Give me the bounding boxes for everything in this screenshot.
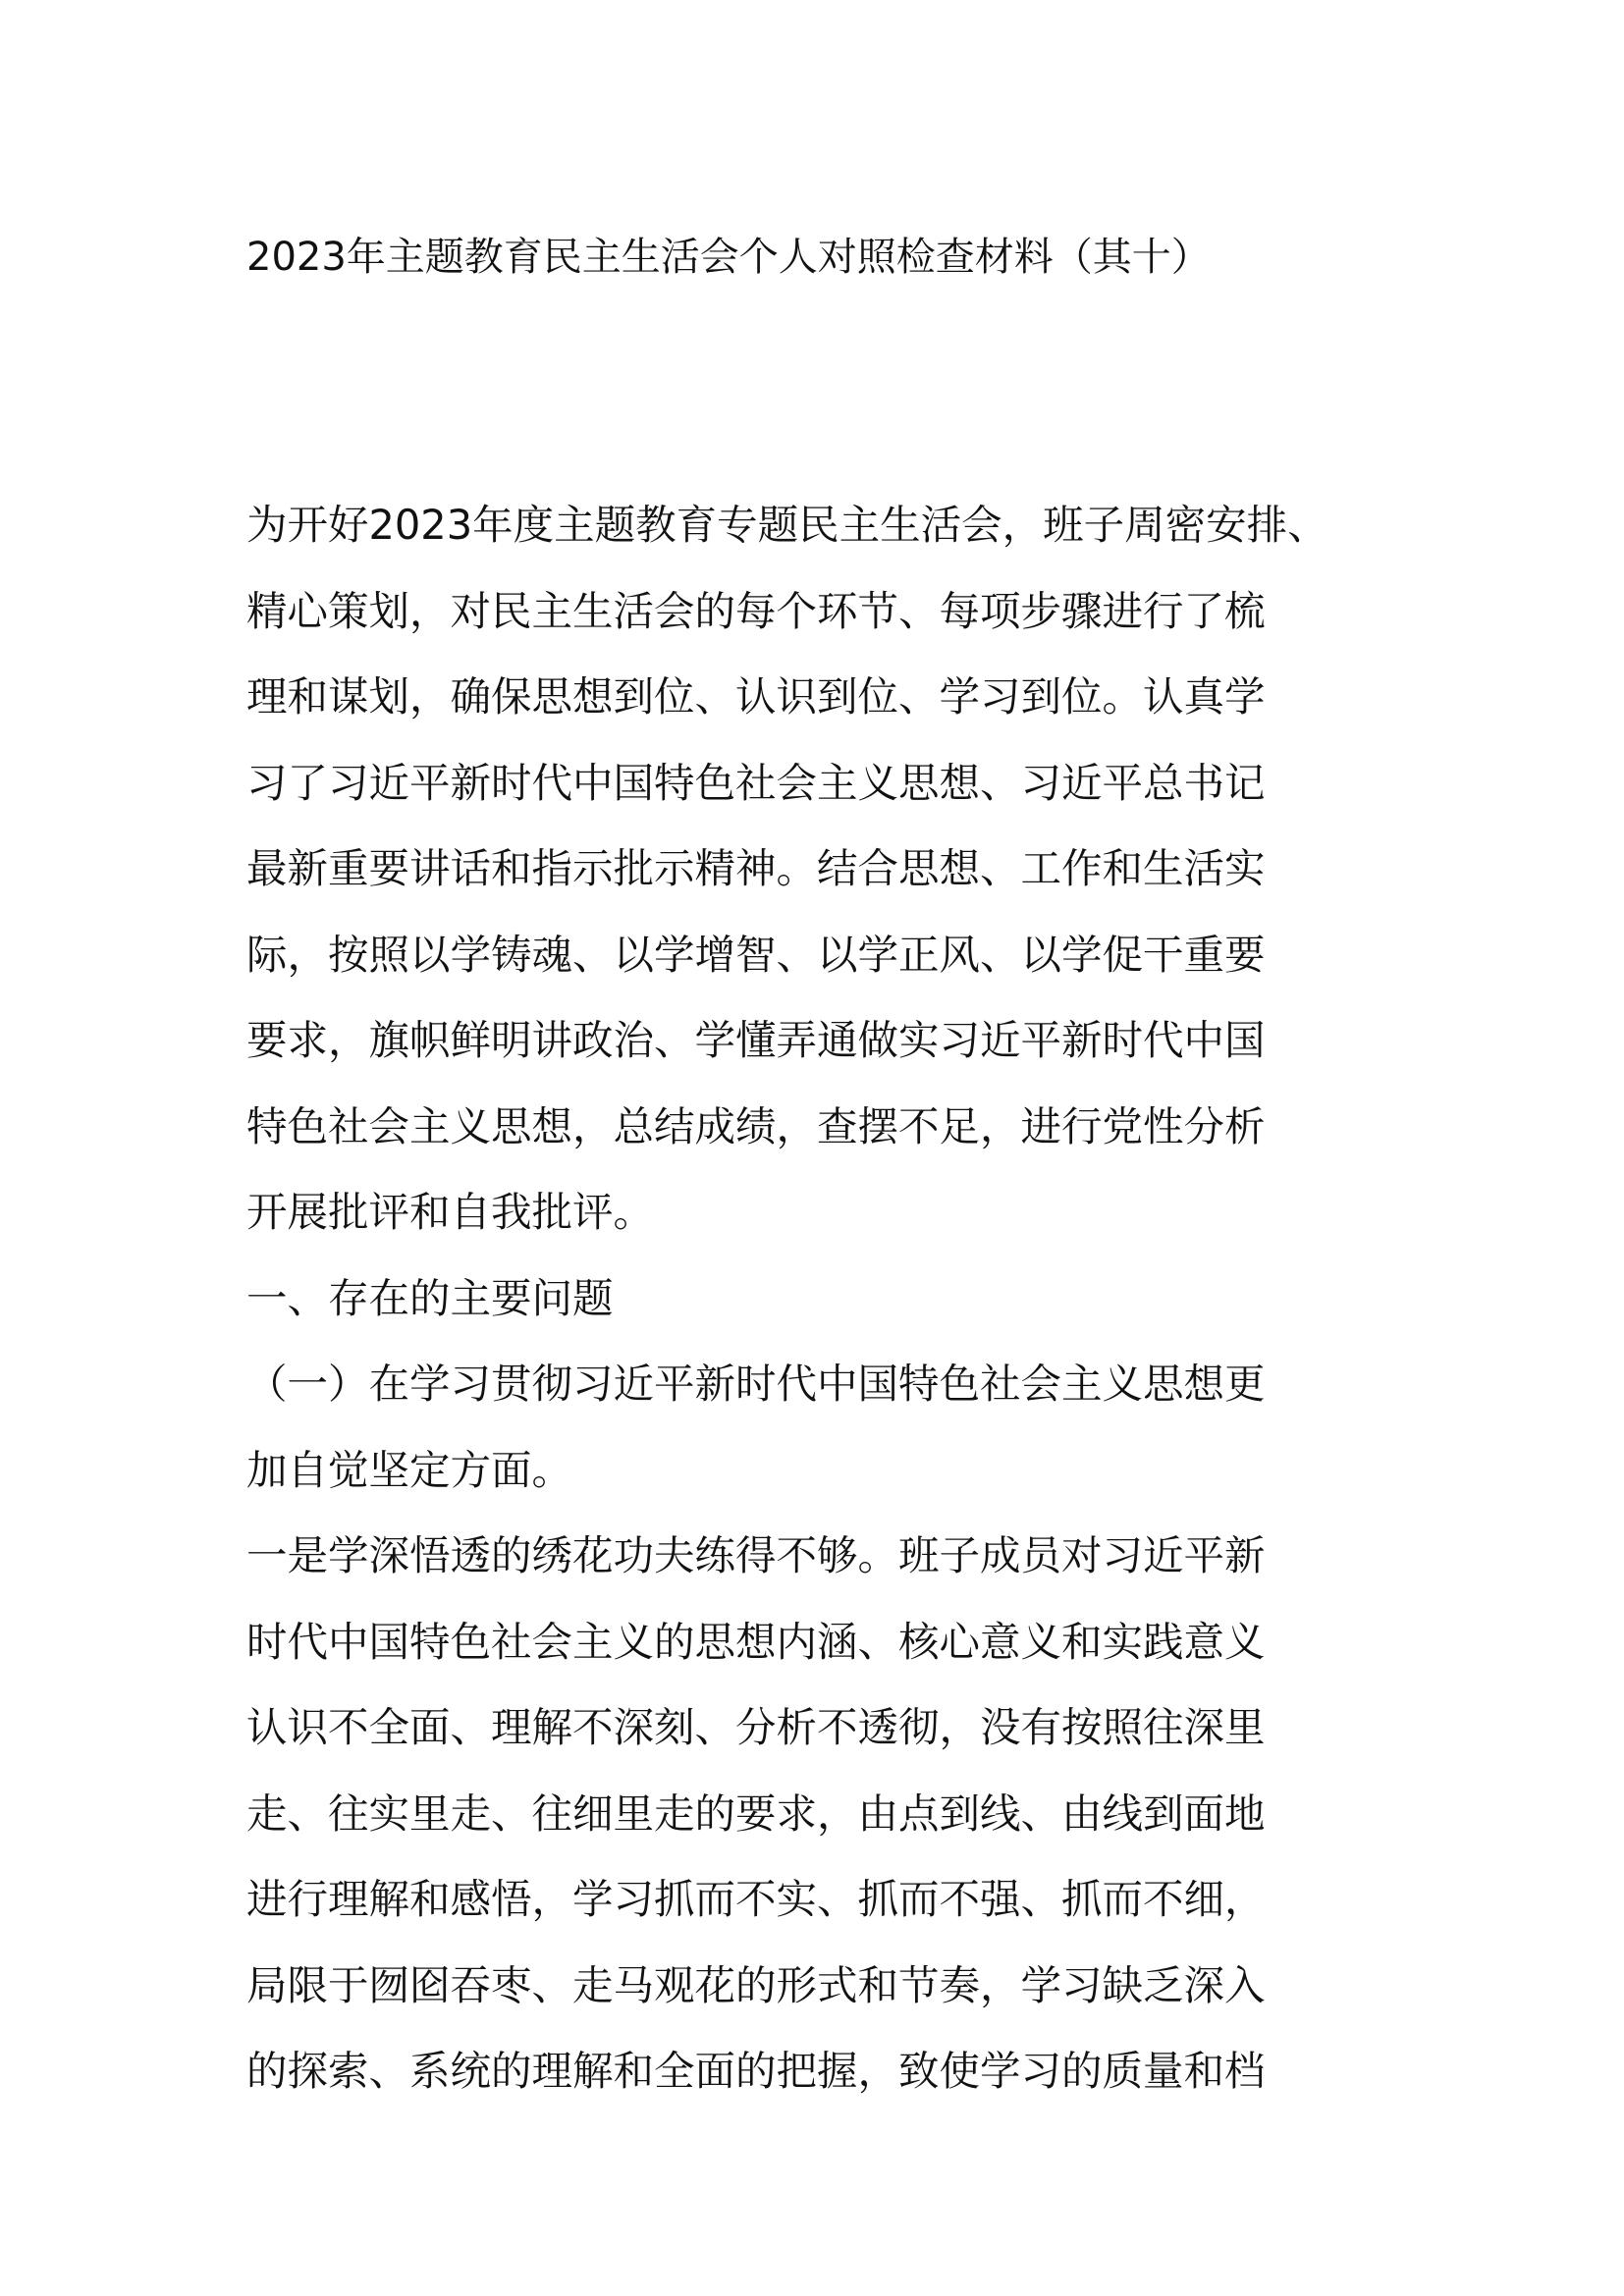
subsection-heading: 加自觉坚定方面。 bbox=[246, 1445, 573, 1494]
body-line: 为开好2023年度主题教育专题民主生活会，班子周密安排、 bbox=[246, 501, 1328, 549]
body-line: 理和谋划，确保思想到位、认识到位、学习到位。认真学 bbox=[246, 672, 1266, 721]
document-body bbox=[246, 482, 1405, 2114]
body-line: 的探索、系统的理解和全面的把握，致使学习的质量和档 bbox=[246, 2047, 1266, 2095]
body-line: 开展批评和自我批评。 bbox=[246, 1188, 655, 1236]
body-line: 时代中国特色社会主义的思想内涵、核心意义和实践意义 bbox=[246, 1617, 1266, 1666]
body-line: 要求，旗帜鲜明讲政治、学懂弄通做实习近平新时代中国 bbox=[246, 1016, 1266, 1064]
section-heading: 一、存在的主要问题 bbox=[246, 1273, 614, 1322]
body-line: 局限于囫囵吞枣、走马观花的形式和节奏，学习缺乏深入 bbox=[246, 1960, 1266, 2009]
document-title: 2023年主题教育民主生活会个人对照检查材料（其十） bbox=[246, 235, 1211, 280]
body-line: 特色社会主义思想，总结成绩，查摆不足，进行党性分析 bbox=[246, 1101, 1266, 1150]
body-line: 走、往实里走、往细里走的要求，由点到线、由线到面地 bbox=[246, 1789, 1266, 1838]
subsection-heading: （一）在学习贯彻习近平新时代中国特色社会主义思想更 bbox=[246, 1360, 1266, 1408]
body-line: 精心策划，对民主生活会的每个环节、每项步骤进行了梳 bbox=[246, 586, 1266, 635]
body-line: 一是学深悟透的绣花功夫练得不够。班子成员对习近平新 bbox=[246, 1531, 1266, 1579]
body-line: 际，按照以学铸魂、以学增智、以学正风、以学促干重要 bbox=[246, 930, 1266, 979]
body-line: 最新重要讲话和指示批示精神。结合思想、工作和生活实 bbox=[246, 844, 1266, 892]
body-line: 认识不全面、理解不深刻、分析不透彻，没有按照往深里 bbox=[246, 1703, 1266, 1751]
body-line: 进行理解和感悟，学习抓而不实、抓而不强、抓而不细， bbox=[246, 1875, 1266, 1923]
body-line: 习了习近平新时代中国特色社会主义思想、习近平总书记 bbox=[246, 758, 1266, 807]
